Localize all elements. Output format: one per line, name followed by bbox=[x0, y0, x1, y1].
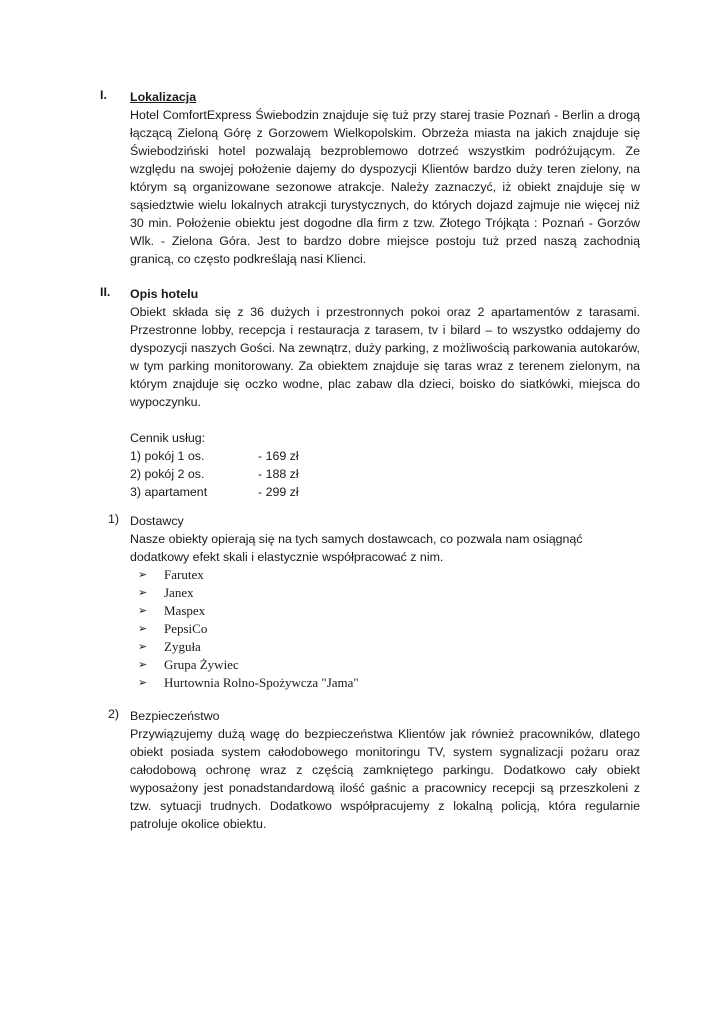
list-item bbox=[130, 584, 640, 602]
subsection-dostawcy bbox=[130, 512, 640, 692]
subsection-paragraph: Nasze obiekty opierają się na tych samych dostawcach, co pozwala nam osiągnąć dodatkowy efekt skali i elastycznie współpracować z nim. bbox=[130, 532, 583, 564]
section-lokalizacja bbox=[130, 88, 640, 268]
section-number: II. bbox=[100, 285, 111, 299]
arrow-bullet-icon: ➢ bbox=[138, 586, 148, 599]
price-item-value: - 169 zł bbox=[258, 449, 299, 463]
price-item-value: - 188 zł bbox=[258, 467, 299, 481]
arrow-bullet-icon: ➢ bbox=[138, 622, 148, 635]
price-row bbox=[130, 447, 640, 465]
list-item bbox=[130, 566, 640, 584]
arrow-bullet-icon: ➢ bbox=[138, 676, 148, 689]
supplier-name: Hurtownia Rolno-Spożywcza "Jama" bbox=[164, 675, 359, 690]
arrow-bullet-icon: ➢ bbox=[138, 640, 148, 653]
pricelist-label: Cennik usług: bbox=[130, 431, 206, 445]
subsection-title: Bezpieczeństwo bbox=[130, 709, 220, 723]
price-row bbox=[130, 465, 640, 483]
supplier-name: Maspex bbox=[164, 603, 206, 618]
supplier-name: Grupa Żywiec bbox=[164, 657, 239, 672]
subsection-paragraph: Przywiązujemy dużą wagę do bezpieczeństwa Klientów jak również pracowników, dlatego obiekt posiada system całodobowego monitoringu TV, system sygnalizacji pożaru oraz całodobową ochronę wraz z częścią zamkniętego parkingu. Dodatkowo cały obiekt wyposażony jest ponadstandardową ilość gaśnic a pracownicy recepcji są przeszkoleni z tzw. sytuacji trudnych. Dodatkowo współpracujemy z lokalną policją, która regularnie patroluje okolice obiektu. bbox=[130, 727, 640, 831]
supplier-list bbox=[130, 566, 640, 692]
supplier-name: PepsiCo bbox=[164, 621, 208, 636]
section-opis-hotelu bbox=[130, 285, 640, 501]
section-title: Lokalizacja bbox=[130, 90, 197, 104]
list-item bbox=[130, 674, 640, 692]
price-item-name: 1) pokój 1 os. bbox=[130, 449, 205, 463]
section-paragraph: Obiekt składa się z 36 dużych i przestronnych pokoi oraz 2 apartamentów z tarasami. Przestronne lobby, recepcja i restauracja z tarasem, tv i bilard – to wszystko oddajemy do dyspozycji naszych Gości. Na zewnątrz, duży parking, z możliwością parkowania autokarów, w tym parking monitorowany. Za obiektem znajduje się taras wraz z terenem zielonym, na którym znajduje się oczko wodne, plac zabaw dla dzieci, boisko do siatkówki, miejsca do wypoczynku. bbox=[130, 305, 640, 409]
arrow-bullet-icon: ➢ bbox=[138, 658, 148, 671]
subsection-title: Dostawcy bbox=[130, 514, 184, 528]
price-item-name: 2) pokój 2 os. bbox=[130, 467, 205, 481]
subsection-number: 2) bbox=[108, 707, 120, 721]
price-item-value: - 299 zł bbox=[258, 485, 299, 499]
list-item bbox=[130, 656, 640, 674]
subsection-bezpieczenstwo bbox=[130, 707, 640, 833]
price-row bbox=[130, 483, 640, 501]
supplier-name: Farutex bbox=[164, 567, 204, 582]
list-item bbox=[130, 638, 640, 656]
subsection-number: 1) bbox=[108, 512, 120, 526]
list-item bbox=[130, 602, 640, 620]
section-paragraph: Hotel ComfortExpress Świebodzin znajduje się tuż przy starej trasie Poznań - Berlin a drogą łączącą Zieloną Górę z Gorzowem Wielkopolskim. Obrzeża miasta na jakich znajduje się Świebodziński hotel pozwalają bezproblemowo dotrzeć wszystkim podróżującym. Ze względu na swojej położenie dajemy do dyspozycji Klientów bardzo duży teren zielony, na którym są organizowane sezonowe atrakcje. Należy zaznaczyć, iż obiekt znajduje się w sąsiedztwie wielu lokalnych atrakcji turystycznych, do których dojazd zajmuje nie więcej niż 30 min. Położenie obiektu jest dogodne dla firm z tzw. Złotego Trójkąta : Poznań - Gorzów Wlk. - Zielona Góra. Jest to bardzo dobre miejsce postoju tuż przed naszą zachodnią granicą, co często podkreślają nasi Klienci. bbox=[130, 108, 640, 266]
arrow-bullet-icon: ➢ bbox=[138, 568, 148, 581]
price-item-name: 3) apartament bbox=[130, 485, 208, 499]
arrow-bullet-icon: ➢ bbox=[138, 604, 148, 617]
section-number: I. bbox=[100, 88, 107, 102]
supplier-name: Janex bbox=[164, 585, 194, 600]
list-item bbox=[130, 620, 640, 638]
section-title: Opis hotelu bbox=[130, 287, 199, 301]
supplier-name: Zyguła bbox=[164, 639, 201, 654]
